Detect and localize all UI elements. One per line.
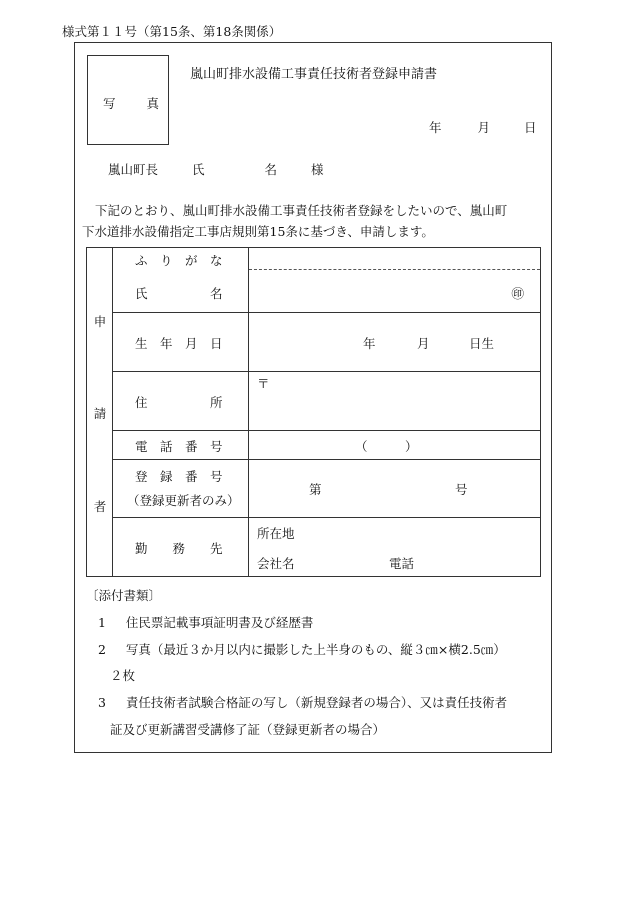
phone-label: 電 話 番 号 <box>135 439 223 454</box>
application-table <box>86 247 541 577</box>
name-label: 氏 名 <box>135 286 223 301</box>
attachment-item-1 <box>98 613 313 631</box>
birth-day: 日生 <box>469 336 495 351</box>
postal-mark: 〒 <box>257 376 270 391</box>
date-month: 月 <box>477 120 490 135</box>
attachment-item-3 <box>98 693 507 711</box>
registration-label-cell <box>113 460 249 518</box>
workplace-company: 会社名 <box>257 556 295 571</box>
attachment-item-2-cont: ２枚 <box>110 668 136 683</box>
name-field[interactable] <box>249 248 541 313</box>
attachment-text: 写真（最近３か月以内に撮影した上半身のもの、縦３㎝×横2.5㎝） <box>125 642 506 657</box>
date-year: 年 <box>429 120 442 135</box>
attachment-item-3-cont: 証及び更新講習受講修了証（登録更新者の場合） <box>110 722 386 737</box>
phone-field[interactable] <box>249 431 541 460</box>
form-title: 嵐山町排水設備工事責任技術者登録申請書 <box>190 67 438 82</box>
attachment-num: 3 <box>98 695 106 710</box>
birth-month: 月 <box>417 336 430 351</box>
addressee-honorific: 様 <box>310 162 324 177</box>
attachment-num: 1 <box>98 615 106 630</box>
address-label: 住 所 <box>135 395 223 410</box>
name-label-cell <box>113 248 249 313</box>
birth-field[interactable] <box>249 313 541 372</box>
date-day: 日 <box>523 120 537 135</box>
attachment-item-2 <box>98 640 506 658</box>
furigana-divider <box>249 269 540 270</box>
side-char-2: 請 <box>93 406 107 421</box>
attachment-text: 住民票記載事項証明書及び経歴書 <box>125 615 314 630</box>
birth-label: 生 年 月 日 <box>135 336 223 351</box>
registration-note: （登録更新者のみ） <box>127 493 240 508</box>
applicant-side-label <box>87 248 113 577</box>
seal-mark: ㊞ <box>511 286 524 301</box>
registration-field[interactable] <box>249 460 541 518</box>
attachments-heading: 〔添付書類〕 <box>86 588 162 603</box>
addressee-name2: 名 <box>264 162 277 177</box>
phone-label-cell <box>113 431 249 460</box>
body-line-2: 下水道排水設備指定工事店規則第15条に基づき、申請します。 <box>82 224 434 239</box>
attachment-num: 2 <box>98 642 106 657</box>
body-text <box>82 200 547 242</box>
registration-suffix: 号 <box>455 482 468 497</box>
date-line <box>429 118 536 136</box>
workplace-field[interactable] <box>249 518 541 577</box>
address-field[interactable] <box>249 372 541 431</box>
photo-label: 写 真 <box>103 96 162 111</box>
addressee-office: 嵐山町長 <box>108 162 159 177</box>
attachment-text: 責任技術者試験合格証の写し（新規登録者の場合）、又は責任技術者 <box>125 695 508 710</box>
side-char-1: 申 <box>93 314 107 329</box>
address-label-cell <box>113 372 249 431</box>
workplace-location: 所在地 <box>257 526 295 541</box>
side-char-3: 者 <box>93 499 107 514</box>
workplace-label: 勤 務 先 <box>135 541 223 556</box>
workplace-label-cell <box>113 518 249 577</box>
furigana-label: ふ り が な <box>135 253 223 268</box>
birth-label-cell <box>113 313 249 372</box>
registration-prefix: 第 <box>309 482 322 497</box>
body-line-1: 下記のとおり、嵐山町排水設備工事責任技術者登録をしたいので、嵐山町 <box>95 203 508 218</box>
form-number: 様式第１１号（第15条、第18条関係） <box>62 24 282 39</box>
addressee <box>108 160 323 178</box>
phone-area-code: （ ） <box>355 439 418 454</box>
registration-label: 登 録 番 号 <box>135 469 223 484</box>
workplace-phone: 電話 <box>389 556 415 571</box>
birth-year: 年 <box>363 336 376 351</box>
addressee-name1: 氏 <box>191 162 205 177</box>
